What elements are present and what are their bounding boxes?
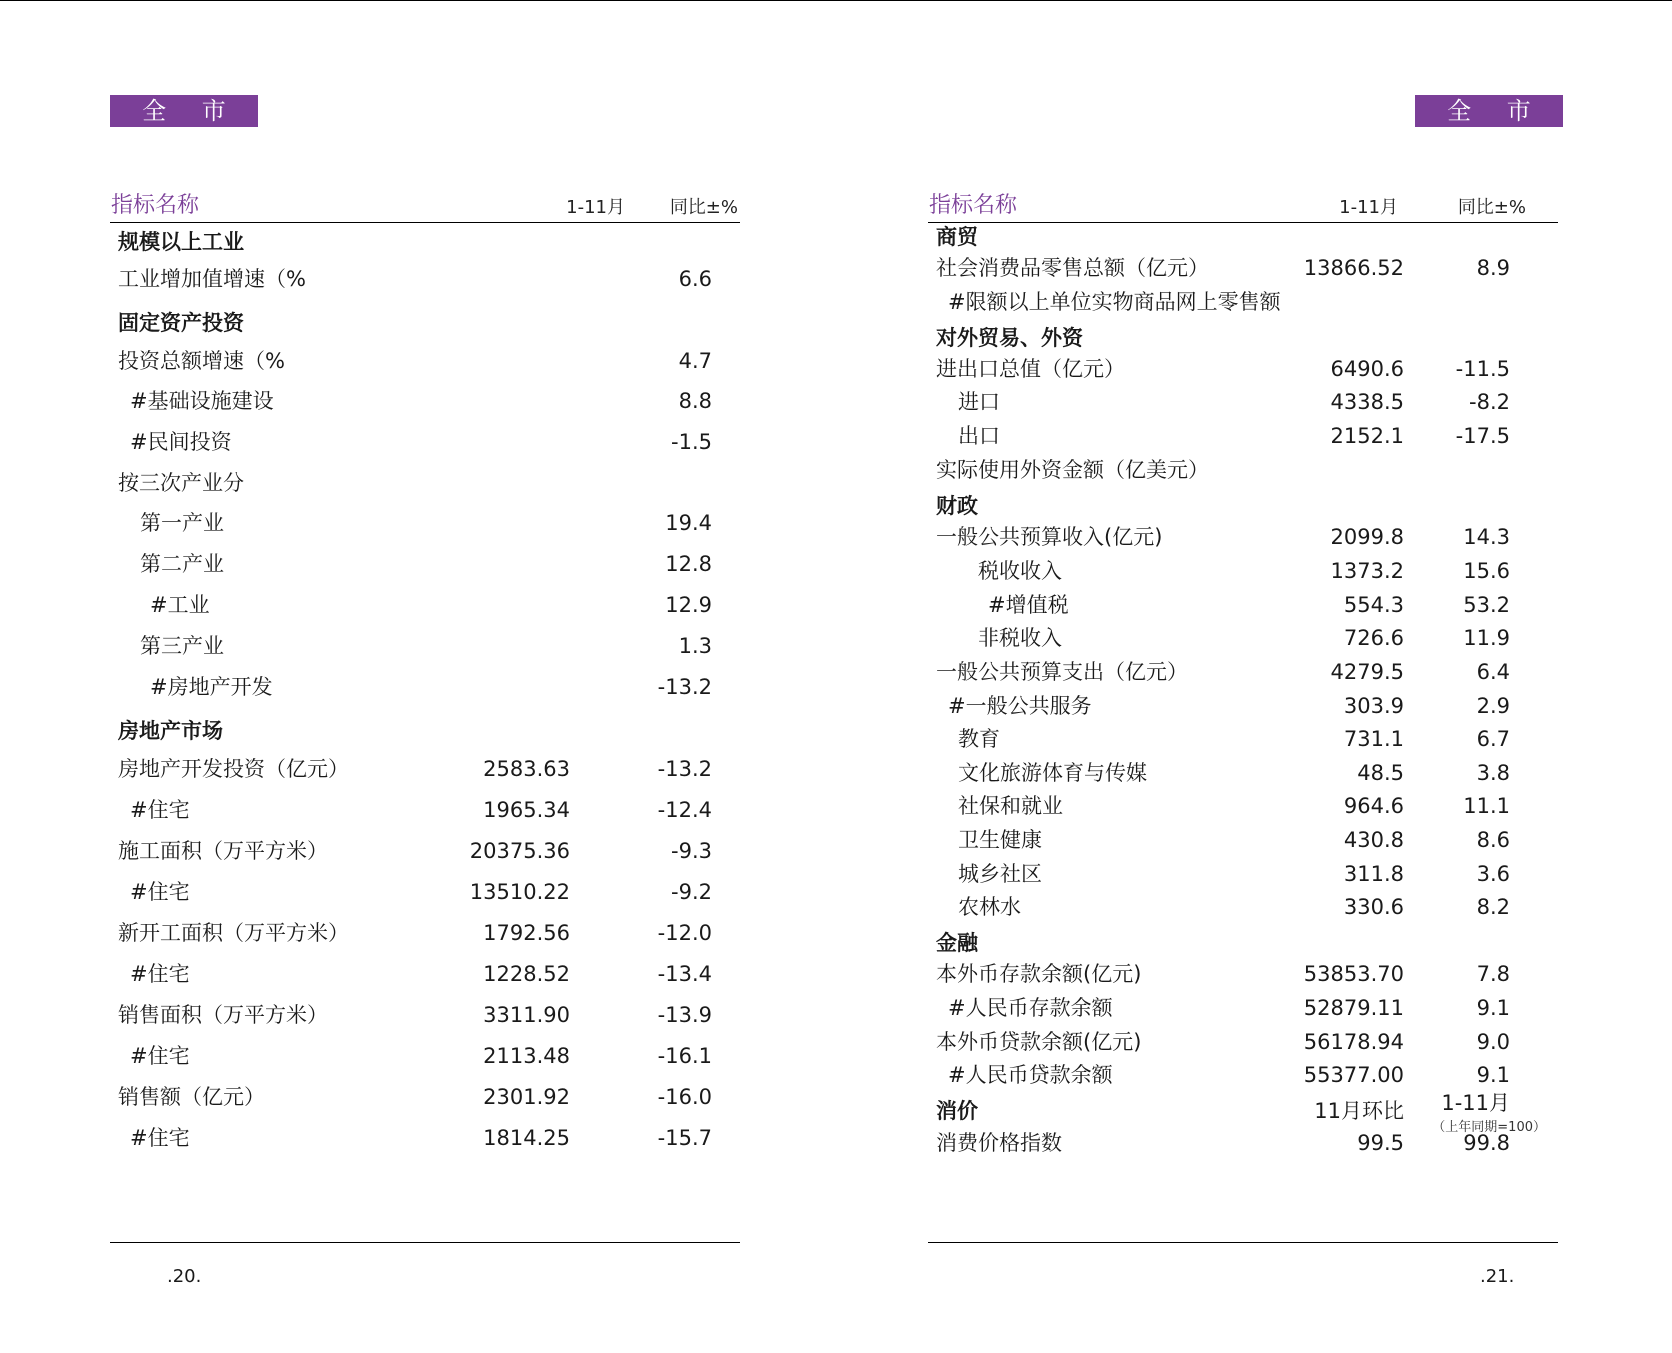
row-label: 按三次产业分 xyxy=(118,471,244,495)
row-value-period: 2113.48 xyxy=(483,1044,570,1068)
table-row xyxy=(928,891,1558,923)
row-label: 房地产市场 xyxy=(118,719,223,743)
row-value-period: 56178.94 xyxy=(1303,1030,1404,1054)
row-value-yoy: 3.6 xyxy=(1476,862,1510,886)
table-row xyxy=(110,753,740,785)
row-label: 消费价格指数 xyxy=(936,1131,1062,1155)
row-label: 卫生健康 xyxy=(958,828,1042,852)
table-row xyxy=(110,226,740,258)
row-value-yoy: -17.5 xyxy=(1455,424,1510,448)
row-label: 教育 xyxy=(958,727,1000,751)
row-value-yoy: -16.0 xyxy=(657,1085,712,1109)
table-row xyxy=(928,521,1558,553)
row-value-yoy: 53.2 xyxy=(1463,593,1510,617)
row-value-yoy: 99.8 xyxy=(1463,1131,1510,1155)
row-value-yoy: -13.9 xyxy=(657,1003,712,1027)
table-row xyxy=(110,1122,740,1154)
row-value-yoy: -16.1 xyxy=(657,1044,712,1068)
row-value-yoy: 4.7 xyxy=(678,349,712,373)
row-value-yoy: -1.5 xyxy=(671,430,712,454)
table-row xyxy=(110,630,740,662)
row-value-yoy: 1-11月 xyxy=(1441,1091,1510,1115)
row-value-yoy: 12.8 xyxy=(665,552,712,576)
row-value-yoy: 6.7 xyxy=(1476,727,1510,751)
row-label: 出口 xyxy=(958,424,1000,448)
bottom-rule xyxy=(110,1242,740,1243)
table-row xyxy=(110,794,740,826)
table-row xyxy=(110,715,740,747)
table-row xyxy=(928,858,1558,890)
row-value-yoy: 14.3 xyxy=(1463,525,1510,549)
row-label: 文化旅游体育与传媒 xyxy=(958,761,1147,785)
row-value-period: 330.6 xyxy=(1343,895,1404,919)
row-label: #限额以上单位实物商品网上零售额 xyxy=(948,290,1281,314)
row-label: 固定资产投资 xyxy=(118,311,244,335)
row-label: 本外币贷款余额(亿元) xyxy=(936,1030,1142,1054)
row-value-yoy: 8.6 xyxy=(1476,828,1510,852)
row-label: 本外币存款余额(亿元) xyxy=(936,962,1142,986)
row-value-yoy: 8.9 xyxy=(1476,256,1510,280)
row-value-yoy: 6.4 xyxy=(1476,660,1510,684)
table-row xyxy=(928,824,1558,856)
row-label: 进出口总值（亿元） xyxy=(936,357,1125,381)
table-row xyxy=(928,690,1558,722)
row-value-yoy: -13.2 xyxy=(657,757,712,781)
row-value-period: 11月环比 xyxy=(1314,1099,1404,1123)
row-value-period: 99.5 xyxy=(1357,1131,1404,1155)
row-label: 城乡社区 xyxy=(958,862,1042,886)
row-value-yoy: 9.1 xyxy=(1476,996,1510,1020)
row-value-period: 2301.92 xyxy=(483,1085,570,1109)
table-row xyxy=(928,386,1558,418)
row-label: 财政 xyxy=(936,494,978,518)
header-name: 指标名称 xyxy=(111,193,200,218)
table-row xyxy=(928,555,1558,587)
table-row xyxy=(110,263,740,295)
row-value-period: 2152.1 xyxy=(1330,424,1404,448)
row-label: 销售面积（万平方米） xyxy=(118,1003,328,1027)
row-value-period: 726.6 xyxy=(1343,626,1404,650)
row-value-yoy: -12.4 xyxy=(657,798,712,822)
row-value-period: 430.8 xyxy=(1343,828,1404,852)
table-row xyxy=(928,992,1558,1024)
row-value-period: 55377.00 xyxy=(1303,1063,1404,1087)
row-value-yoy: 11.9 xyxy=(1463,626,1510,650)
row-value-period: 1814.25 xyxy=(483,1126,570,1150)
row-label: 非税收入 xyxy=(978,626,1062,650)
table-row xyxy=(110,589,740,621)
header-yoy: 同比±% xyxy=(1457,197,1526,218)
row-value-period: 1792.56 xyxy=(483,921,570,945)
row-label: #增值税 xyxy=(988,593,1069,617)
table-row xyxy=(928,454,1558,486)
row-value-yoy: 15.6 xyxy=(1463,559,1510,583)
row-value-yoy: 9.1 xyxy=(1476,1063,1510,1087)
table-row xyxy=(928,622,1558,654)
row-value-period: 13866.52 xyxy=(1303,256,1404,280)
row-value-period: 1228.52 xyxy=(483,962,570,986)
row-value-yoy: 8.8 xyxy=(678,389,712,413)
row-value-yoy: 11.1 xyxy=(1463,794,1510,818)
left-page xyxy=(110,0,750,1353)
row-label: #住宅 xyxy=(130,1044,190,1068)
table-row xyxy=(928,757,1558,789)
table-row xyxy=(928,221,1558,253)
row-label: 投资总额增速（% xyxy=(118,349,285,373)
row-label: #房地产开发 xyxy=(150,675,273,699)
table-row xyxy=(110,671,740,703)
row-label: #住宅 xyxy=(130,798,190,822)
row-value-period: 964.6 xyxy=(1343,794,1404,818)
table-row xyxy=(928,1127,1558,1159)
row-value-period: 731.1 xyxy=(1343,727,1404,751)
row-value-period: 6490.6 xyxy=(1330,357,1404,381)
table-row xyxy=(110,385,740,417)
table-row xyxy=(928,790,1558,822)
row-label: 实际使用外资金额（亿美元） xyxy=(936,458,1209,482)
row-value-yoy: 3.8 xyxy=(1476,761,1510,785)
table-row xyxy=(110,426,740,458)
row-label: #人民币贷款余额 xyxy=(948,1063,1113,1087)
table-row xyxy=(110,345,740,377)
table-row xyxy=(928,252,1558,284)
row-value-period: 53853.70 xyxy=(1303,962,1404,986)
header-name: 指标名称 xyxy=(929,193,1018,218)
row-value-period: 4279.5 xyxy=(1330,660,1404,684)
row-label: #工业 xyxy=(150,593,210,617)
table-row xyxy=(110,548,740,580)
row-value-yoy: 7.8 xyxy=(1476,962,1510,986)
row-label: 对外贸易、外资 xyxy=(936,326,1083,350)
row-note: （上年同期=100） xyxy=(1432,1120,1546,1135)
row-value-period: 303.9 xyxy=(1343,694,1404,718)
row-value-period: 1965.34 xyxy=(483,798,570,822)
table-row xyxy=(928,656,1558,688)
row-label: 一般公共预算收入(亿元) xyxy=(936,525,1163,549)
row-label: #住宅 xyxy=(130,880,190,904)
table-row xyxy=(110,1081,740,1113)
row-label: 销售额（亿元） xyxy=(118,1085,265,1109)
row-value-period: 2583.63 xyxy=(483,757,570,781)
row-value-yoy: -9.3 xyxy=(671,839,712,863)
row-label: 商贸 xyxy=(936,225,978,249)
row-label: #民间投资 xyxy=(130,430,232,454)
table-row xyxy=(110,467,740,499)
table-row xyxy=(928,723,1558,755)
row-label: #人民币存款余额 xyxy=(948,996,1113,1020)
table-row xyxy=(928,1026,1558,1058)
table-row xyxy=(928,1091,1558,1135)
row-value-yoy: -15.7 xyxy=(657,1126,712,1150)
row-label: 第二产业 xyxy=(140,552,224,576)
row-label: 农林水 xyxy=(958,895,1021,919)
row-label: 第三产业 xyxy=(140,634,224,658)
section-badge: 全 市 xyxy=(110,95,258,127)
row-value-yoy: 9.0 xyxy=(1476,1030,1510,1054)
table-row xyxy=(928,490,1558,522)
row-label: 社会消费品零售总额（亿元） xyxy=(936,256,1209,280)
right-page xyxy=(928,0,1568,1353)
row-value-yoy: 6.6 xyxy=(678,267,712,291)
row-value-period: 13510.22 xyxy=(469,880,570,904)
table-row xyxy=(110,307,740,339)
row-value-yoy: 2.9 xyxy=(1476,694,1510,718)
table-row xyxy=(110,507,740,539)
table-header xyxy=(928,188,1558,223)
table-row xyxy=(928,958,1558,990)
row-value-yoy: 1.3 xyxy=(678,634,712,658)
row-label: 进口 xyxy=(958,390,1000,414)
header-period: 1-11月 xyxy=(1339,197,1398,218)
row-value-period: 4338.5 xyxy=(1330,390,1404,414)
row-label: 工业增加值增速（% xyxy=(118,267,306,291)
row-value-period: 52879.11 xyxy=(1303,996,1404,1020)
table-row xyxy=(110,958,740,990)
table-row xyxy=(110,835,740,867)
row-label: 社保和就业 xyxy=(958,794,1063,818)
row-value-yoy: -13.2 xyxy=(657,675,712,699)
row-label: 一般公共预算支出（亿元） xyxy=(936,660,1188,684)
row-value-period: 3311.90 xyxy=(483,1003,570,1027)
row-value-yoy: 8.2 xyxy=(1476,895,1510,919)
row-label: #一般公共服务 xyxy=(948,694,1092,718)
row-label: #基础设施建设 xyxy=(130,389,274,413)
table-header xyxy=(110,188,740,223)
row-value-yoy: 12.9 xyxy=(665,593,712,617)
row-value-period: 2099.8 xyxy=(1330,525,1404,549)
page-number: .20. xyxy=(167,1266,202,1287)
table-row xyxy=(110,999,740,1031)
table-row xyxy=(928,353,1558,385)
table-row xyxy=(928,322,1558,354)
page-number: .21. xyxy=(1480,1266,1515,1287)
header-yoy: 同比±% xyxy=(669,197,738,218)
row-label: #住宅 xyxy=(130,1126,190,1150)
row-label: #住宅 xyxy=(130,962,190,986)
row-label: 消价 xyxy=(936,1099,978,1123)
row-label: 金融 xyxy=(936,931,978,955)
row-value-yoy: -13.4 xyxy=(657,962,712,986)
row-value-yoy: -12.0 xyxy=(657,921,712,945)
table-row xyxy=(928,286,1558,318)
row-label: 施工面积（万平方米） xyxy=(118,839,328,863)
row-value-period: 1373.2 xyxy=(1330,559,1404,583)
row-label: 新开工面积（万平方米） xyxy=(118,921,349,945)
row-value-yoy: 19.4 xyxy=(665,511,712,535)
table-row xyxy=(928,420,1558,452)
table-row xyxy=(110,876,740,908)
row-value-yoy: -9.2 xyxy=(671,880,712,904)
table-row xyxy=(928,589,1558,621)
header-period: 1-11月 xyxy=(566,197,625,218)
table-row xyxy=(928,927,1558,959)
row-value-yoy: -11.5 xyxy=(1455,357,1510,381)
row-value-yoy: -8.2 xyxy=(1469,390,1510,414)
row-value-period: 311.8 xyxy=(1343,862,1404,886)
row-value-period: 48.5 xyxy=(1357,761,1404,785)
row-label: 规模以上工业 xyxy=(118,230,244,254)
section-badge: 全 市 xyxy=(1415,95,1563,127)
bottom-rule xyxy=(928,1242,1558,1243)
row-value-period: 554.3 xyxy=(1343,593,1404,617)
row-label: 第一产业 xyxy=(140,511,224,535)
table-row xyxy=(110,1040,740,1072)
table-row xyxy=(110,917,740,949)
row-label: 房地产开发投资（亿元） xyxy=(118,757,349,781)
row-label: 税收收入 xyxy=(978,559,1062,583)
row-value-period: 20375.36 xyxy=(469,839,570,863)
